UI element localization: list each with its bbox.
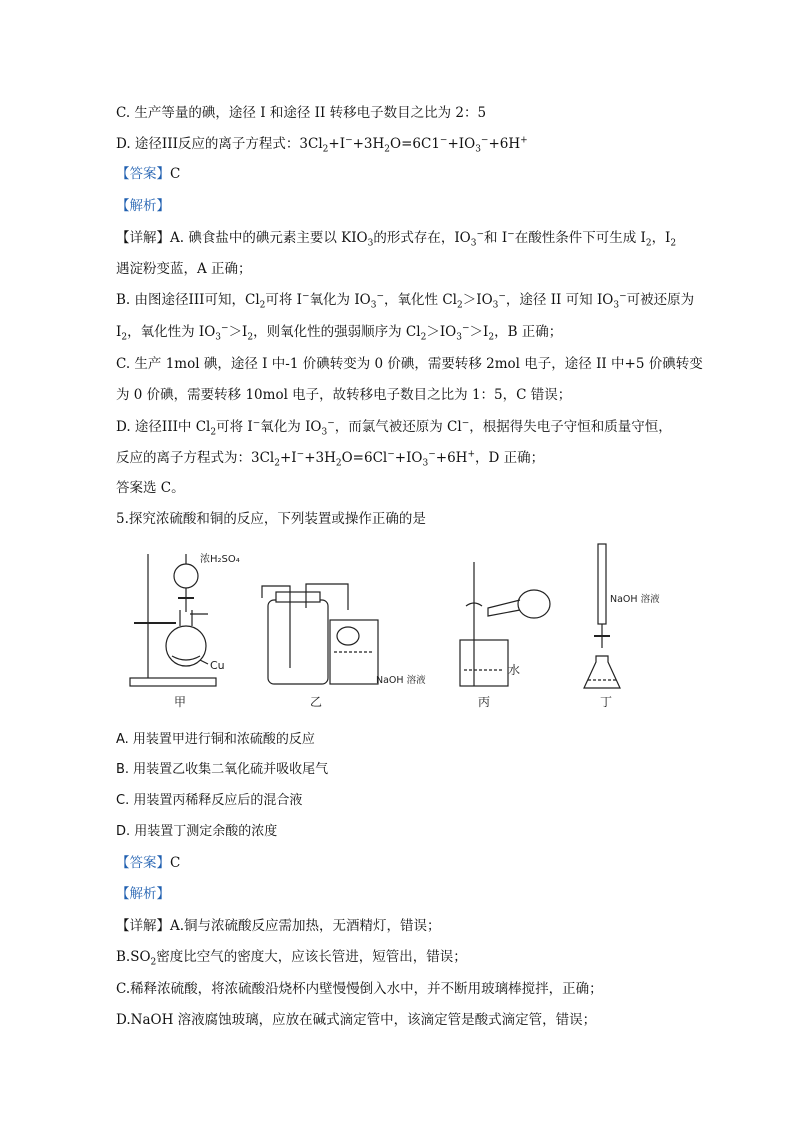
label-naoh-yi: NaOH 溶液 xyxy=(376,675,426,686)
apparatus-jia xyxy=(130,554,216,686)
apparatus-figure xyxy=(116,540,716,715)
q4-option-c: C. 生产等量的碘，途径 I 和途径 II 转移电子数目之比为 2：5 xyxy=(116,105,487,121)
caption-bing: 丙 xyxy=(478,695,491,709)
q4-analysis-tag: 【解析】 xyxy=(116,198,170,214)
label-conc-acid: 浓H₂SO₄ xyxy=(200,554,240,565)
q4-explain-a-2: 遇淀粉变蓝，A 正确； xyxy=(116,261,252,277)
q4-explain-d: D. 途径III中 $Cl_2$可将 I−氧化为 $IO_3^-$，而氯气被还原为 Cl−，根据得失电子守恒和质量守恒， xyxy=(116,418,672,438)
q4-explain-d-2: 反应的离子方程式为：$3Cl_2+I^-+3H_2O=6Cl^-+IO_3^-+6H^+$，D 正确； xyxy=(116,449,545,469)
label-cu: Cu xyxy=(210,659,225,672)
q5-stem: 5.探究浓硫酸和铜的反应，下列装置或操作正确的是 xyxy=(116,511,426,527)
q4-explain-b: B. 由图途径III可知，$Cl_2$可将 I−氧化为 $IO_3^-$，氧化性 $Cl_2>IO_3^-$，途径 II 可知 $IO_3^-$可被还原为 xyxy=(116,291,695,311)
apparatus-ding xyxy=(584,544,620,688)
q5-option-b: B. 用装置乙收集二氧化硫并吸收尾气 xyxy=(116,762,329,777)
q5-option-d: D. 用装置丁测定余酸的浓度 xyxy=(116,824,278,839)
q5-option-a: A. 用装置甲进行铜和浓硫酸的反应 xyxy=(116,732,315,747)
label-water: 水 xyxy=(508,663,521,677)
q4-explain-b-2: $I_2$，氧化性为 $IO_3^->I_2$，则氧化性的强弱顺序为 $Cl_2>IO_3^->I_2$，B 正确； xyxy=(116,323,563,343)
caption-jia: 甲 xyxy=(174,695,187,709)
q5-answer: 【答案】C xyxy=(116,855,181,871)
label-naoh-ding: NaOH 溶液 xyxy=(610,594,660,605)
q4-answer: 【答案】C xyxy=(116,166,181,182)
caption-yi: 乙 xyxy=(310,695,323,709)
q4-conclusion: 答案选 C。 xyxy=(116,480,185,496)
q5-explain-a: 【详解】A.铜与浓硫酸反应需加热，无酒精灯，错误； xyxy=(116,918,441,934)
q5-analysis-tag: 【解析】 xyxy=(116,886,170,902)
apparatus-bing xyxy=(460,562,550,686)
q4-explain-c-2: 为 0 价碘，需要转移 10mol 电子，故转移电子数目之比为 1：5，C 错误； xyxy=(116,387,572,403)
caption-ding: 丁 xyxy=(600,695,613,709)
q5-explain-c: C.稀释浓硫酸，将浓硫酸沿烧杯内壁慢慢倒入水中，并不断用玻璃棒搅拌，正确； xyxy=(116,981,603,997)
q4-explain-c: C. 生产 1mol 碘，途径 I 中-1 价碘转变为 0 价碘，需要转移 2mol 电子，途径 II 中+5 价碘转变 xyxy=(116,356,703,372)
q5-explain-b: $B.SO_2$密度比空气的密度大，应该长管进，短管出，错误； xyxy=(116,949,467,968)
q4-explain-a: 【详解】A. 碘食盐中的碘元素主要以 $KIO_3$的形式存在，$IO_3^-$和 I−在酸性条件下可生成 $I_2$，$I_2$ xyxy=(116,229,677,249)
q5-option-c: C. 用装置丙稀释反应后的混合液 xyxy=(116,793,303,808)
apparatus-yi xyxy=(262,584,378,684)
q4-option-d: D. 途径III反应的离子方程式：$3Cl_2+I^-+3H_2O=6C1^-+IO_3^-+6H^+$ xyxy=(116,135,528,155)
q5-explain-d: D.NaOH 溶液腐蚀玻璃，应放在碱式滴定管中，该滴定管是酸式滴定管，错误； xyxy=(116,1012,597,1028)
